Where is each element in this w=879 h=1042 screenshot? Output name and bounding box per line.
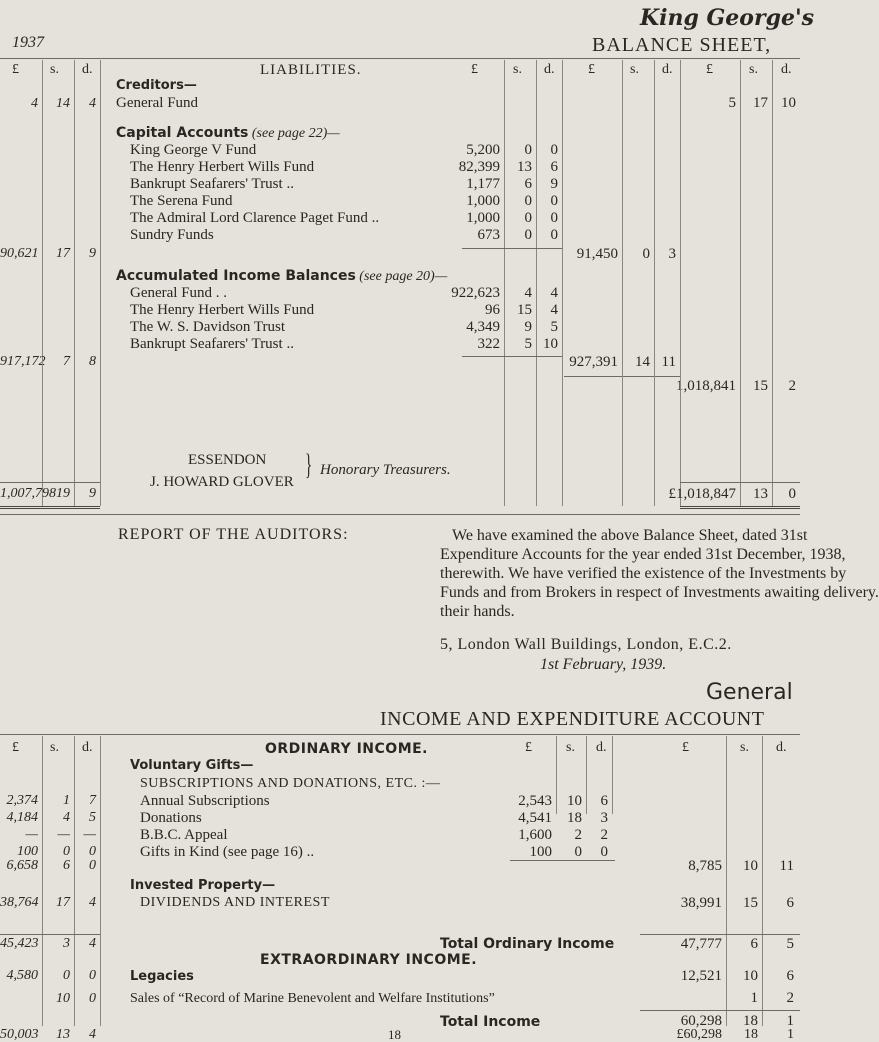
- income-prev-pounds: 4,184: [6, 810, 38, 825]
- div-prev-d: 4: [89, 895, 96, 910]
- income-item-shillings: 0: [574, 844, 582, 860]
- sales-d: 2: [786, 990, 794, 1006]
- accum-item-shillings: 15: [517, 302, 532, 318]
- general-fund-label: General Fund: [116, 95, 199, 111]
- cap-prev-s: 17: [56, 246, 70, 261]
- vol-prev-l: 6,658: [6, 858, 38, 873]
- auditors-line: We have examined the above Balance Sheet, dated 31st: [452, 527, 808, 544]
- capital-item-label: King George V Fund: [130, 142, 257, 158]
- income-item-shillings: 10: [567, 793, 582, 809]
- subs-heading: SUBSCRIPTIONS AND DONATIONS, ETC. :—: [140, 776, 441, 791]
- inc-col-shilling-1: s.: [566, 740, 575, 755]
- auditors-date: 1st February, 1939.: [540, 656, 667, 673]
- auditors-line: therewith. We have verified the existence of the Investments by: [440, 565, 847, 582]
- income-heading: INCOME AND EXPENDITURE ACCOUNT: [380, 708, 765, 730]
- accum-rule: [462, 356, 562, 357]
- vrule: [772, 360, 773, 506]
- vrule: [74, 360, 75, 506]
- capital-item-shillings: 0: [524, 227, 532, 243]
- accum-item-shillings: 4: [524, 285, 532, 301]
- liabilities-heading: LIABILITIES.: [260, 62, 362, 78]
- title-line2: BALANCE SHEET,: [592, 34, 772, 56]
- income-item-pence: 3: [600, 810, 608, 826]
- acc-sub-l: 927,391: [569, 354, 618, 370]
- capital-item-pence: 0: [550, 193, 558, 209]
- capital-heading: Capital Accounts: [116, 125, 249, 141]
- auditors-line: Expenditure Accounts for the year ended 31st December, 1938,: [440, 546, 846, 563]
- grand-total-s: 13: [753, 486, 768, 502]
- tot-ord-l: 47,777: [680, 936, 722, 952]
- income-prev-shillings: 1: [63, 793, 70, 808]
- accum-note: (see page 20)—: [359, 269, 448, 284]
- capital-item-pence: 0: [550, 142, 558, 158]
- div-total-l: 38,991: [680, 895, 722, 911]
- capital-item-label: The Admiral Lord Clarence Paget Fund ..: [130, 210, 380, 226]
- inc-grand-prev-s: 13: [56, 1027, 70, 1042]
- accum-item-shillings: 5: [524, 336, 532, 352]
- vrule: [612, 736, 613, 814]
- income-item-pounds: 1,600: [518, 827, 552, 843]
- capital-item-shillings: 0: [524, 210, 532, 226]
- signatory-brace: }: [305, 448, 313, 481]
- inc-col-shilling-2: s.: [740, 740, 749, 755]
- gf-total-s: 17: [753, 95, 768, 111]
- income-prev-pounds: 2,374: [6, 793, 38, 808]
- div-prev-l: 38,764: [0, 895, 39, 910]
- accum-heading: Accumulated Income Balances: [116, 268, 356, 284]
- income-item-pence: 2: [600, 827, 608, 843]
- inc-grand-d: 1: [787, 1027, 794, 1042]
- vrule: [622, 60, 623, 360]
- sales-prev-d: 0: [89, 991, 96, 1006]
- capital-item-pence: 6: [550, 159, 558, 175]
- div-total-d: 6: [786, 895, 794, 911]
- accum-item-pounds: 4,349: [466, 319, 500, 335]
- leg-l: 12,521: [680, 968, 722, 984]
- accum-item-label: The W. S. Davidson Trust: [130, 319, 286, 335]
- cap-prev-d: 9: [89, 246, 96, 261]
- total-ordinary-label: Total Ordinary Income: [440, 936, 615, 952]
- capital-item-shillings: 6: [524, 176, 532, 192]
- signatory-2: J. HOWARD GLOVER: [150, 474, 294, 490]
- capital-item-pounds: 1,177: [466, 176, 500, 192]
- capital-item-pounds: 1,000: [466, 210, 500, 226]
- capital-item-shillings: 0: [524, 142, 532, 158]
- grand-total-d: 0: [788, 486, 796, 502]
- header-rule: [0, 58, 800, 59]
- vrule: [654, 60, 655, 360]
- vrule: [622, 360, 623, 506]
- general-heading: General: [706, 680, 793, 705]
- income-item-shillings: 18: [567, 810, 582, 826]
- total-income-rule: [640, 1010, 800, 1011]
- grand-prev-rule: [0, 482, 100, 483]
- sales-label: Sales of “Record of Marine Benevolent and Welfare Institutions”: [130, 991, 495, 1006]
- signatory-1: ESSENDON: [188, 452, 267, 468]
- accum-item-label: Bankrupt Seafarers' Trust ..: [130, 336, 294, 352]
- inc-col-pound-1: £: [525, 740, 532, 755]
- accum-item-pence: 4: [550, 285, 558, 301]
- grand-rule: [680, 482, 800, 483]
- gf-prev-d: 4: [89, 96, 96, 111]
- income-item-pounds: 4,541: [518, 810, 552, 826]
- extraordinary-heading: EXTRAORDINARY INCOME.: [260, 952, 478, 968]
- tot-inc-l: 60,298: [680, 1013, 722, 1029]
- income-item-pence: 0: [600, 844, 608, 860]
- vrule: [100, 736, 101, 1026]
- dividends-label: DIVIDENDS AND INTEREST: [140, 895, 330, 910]
- cap-total-s: 0: [642, 246, 650, 262]
- inc-col-pence-1: d.: [596, 740, 607, 755]
- grand-prev-double-rule: [0, 506, 100, 509]
- vrule: [100, 60, 101, 360]
- vrule: [562, 360, 563, 506]
- vrule: [562, 60, 563, 360]
- acc-prev-d: 8: [89, 354, 96, 369]
- inc-grand-s: 18: [744, 1027, 758, 1042]
- income-prev-pence: —: [83, 827, 96, 842]
- tot-ord-prev-rule: [0, 934, 100, 935]
- tot-ord-d: 5: [786, 936, 794, 952]
- leg-d: 6: [786, 968, 794, 984]
- vrule: [42, 360, 43, 506]
- income-item-pence: 6: [600, 793, 608, 809]
- inc-col-pence-2: d.: [776, 740, 787, 755]
- auditors-line: their hands.: [440, 603, 515, 620]
- signatory-role: Honorary Treasurers.: [320, 462, 451, 478]
- inc-col-pound-prev: £: [12, 740, 19, 755]
- leg-prev-l: 4,580: [6, 968, 38, 983]
- vrule: [100, 360, 101, 506]
- inc-grand-prev-d: 4: [89, 1027, 96, 1042]
- col-pence-prev: d.: [82, 62, 93, 77]
- income-item-pounds: 2,543: [518, 793, 552, 809]
- title-line1: King George's: [640, 5, 815, 31]
- col-shilling-3: s.: [749, 62, 758, 77]
- auditors-heading: REPORT OF THE AUDITORS:: [118, 526, 349, 543]
- inc-grand-prev-l: 50,003: [0, 1027, 39, 1042]
- grand-prev-s: 19: [56, 486, 70, 501]
- col-pence-2: d.: [662, 62, 673, 77]
- income-prev-shillings: 0: [63, 844, 70, 859]
- vol-total-l: 8,785: [688, 858, 722, 874]
- vol-total-s: 10: [743, 858, 758, 874]
- capital-item-shillings: 13: [517, 159, 532, 175]
- income-prev-pence: 7: [89, 793, 96, 808]
- cap-total-l: 91,450: [576, 246, 618, 262]
- gf-prev-s: 14: [56, 96, 70, 111]
- income-prev-pounds: 100: [17, 844, 38, 859]
- total-income-label: Total Income: [440, 1014, 541, 1030]
- vrule: [680, 360, 681, 506]
- ordinary-heading: ORDINARY INCOME.: [265, 741, 429, 757]
- capital-item-pounds: 1,000: [466, 193, 500, 209]
- income-prev-pence: 0: [89, 844, 96, 859]
- acc-total-d: 2: [788, 378, 796, 394]
- accum-item-pounds: 922,623: [451, 285, 500, 301]
- accum-item-label: The Henry Herbert Wills Fund: [130, 302, 315, 318]
- capital-item-label: Sundry Funds: [130, 227, 214, 243]
- col-pence-3: d.: [781, 62, 792, 77]
- capital-item-label: Bankrupt Seafarers' Trust ..: [130, 176, 294, 192]
- income-item-pounds: 100: [529, 844, 552, 860]
- inc-grand-l: £60,298: [676, 1027, 722, 1042]
- vrule: [504, 360, 505, 506]
- income-item-label: B.B.C. Appeal: [140, 827, 228, 843]
- creditors-label: Creditors—: [116, 78, 197, 93]
- legacies-label: Legacies: [130, 969, 194, 984]
- accum-item-pounds: 96: [485, 302, 500, 318]
- income-item-label: Annual Subscriptions: [140, 793, 270, 809]
- income-item-label: Gifts in Kind (see page 16) ..: [140, 844, 315, 860]
- cap-total-d: 3: [668, 246, 676, 262]
- leg-prev-d: 0: [89, 968, 96, 983]
- tot-ord-prev-s: 3: [63, 936, 70, 951]
- acc-total-s: 15: [753, 378, 768, 394]
- acc-sub-d: 11: [661, 354, 676, 370]
- col-pound-2: £: [588, 62, 595, 77]
- grand-prev-d: 9: [89, 486, 96, 501]
- income-prev-shillings: 4: [63, 810, 70, 825]
- vrule: [536, 360, 537, 506]
- tot-ord-s: 6: [750, 936, 758, 952]
- acc-total-l: 1,018,841: [676, 378, 736, 394]
- tot-ord-prev-l: 45,423: [0, 936, 39, 951]
- accum-item-pence: 4: [550, 302, 558, 318]
- tot-ord-prev-d: 4: [89, 936, 96, 951]
- col-shilling-1: s.: [513, 62, 522, 77]
- capital-item-pence: 0: [550, 227, 558, 243]
- voluntary-heading: Voluntary Gifts—: [130, 758, 254, 773]
- gf-prev-l: 4: [31, 96, 38, 111]
- sales-prev-s: 10: [56, 991, 70, 1006]
- invested-heading: Invested Property—: [130, 878, 276, 893]
- div-prev-s: 17: [56, 895, 70, 910]
- tot-ord-rule: [640, 934, 800, 935]
- capital-item-label: The Henry Herbert Wills Fund: [130, 159, 315, 175]
- capital-item-pounds: 5,200: [466, 142, 500, 158]
- capital-item-label: The Serena Fund: [130, 193, 233, 209]
- col-pound-prev: £: [12, 62, 19, 77]
- accum-item-shillings: 9: [524, 319, 532, 335]
- acc-prev-s: 7: [63, 354, 70, 369]
- inc-col-pound-2: £: [682, 740, 689, 755]
- div-total-s: 15: [743, 895, 758, 911]
- cap-prev-l: 90,621: [0, 246, 39, 261]
- capital-item-pounds: 673: [477, 227, 500, 243]
- leg-prev-s: 0: [63, 968, 70, 983]
- accum-item-label: General Fund . .: [130, 285, 228, 301]
- capital-note: (see page 22)—: [251, 126, 340, 141]
- sales-s: 1: [750, 990, 758, 1006]
- capital-item-pence: 9: [550, 176, 558, 192]
- accum-item-pence: 5: [550, 319, 558, 335]
- capital-rule: [462, 248, 562, 249]
- vol-prev-d: 0: [89, 858, 96, 873]
- income-top-rule: [0, 734, 800, 735]
- tot-inc-s: 18: [743, 1013, 758, 1029]
- acc-sub-s: 14: [635, 354, 650, 370]
- year-label: 1937: [12, 34, 44, 51]
- vrule: [654, 360, 655, 506]
- acc-prev-l: 917,172: [0, 354, 46, 369]
- grand-total-l: £1,018,847: [668, 486, 736, 502]
- accum-item-pounds: 322: [477, 336, 500, 352]
- income-prev-pence: 5: [89, 810, 96, 825]
- grand-prev-l: 1,007,798: [0, 486, 56, 501]
- inc-col-pence-prev: d.: [82, 740, 93, 755]
- col-pence-1: d.: [544, 62, 555, 77]
- income-item-shillings: 2: [574, 827, 582, 843]
- gf-total-l: 5: [728, 95, 736, 111]
- income-prev-pounds: —: [25, 827, 38, 842]
- page-number: 18: [388, 1027, 401, 1042]
- income-prev-shillings: —: [57, 827, 70, 842]
- auditors-line: Funds and from Brokers in respect of Investments awaiting delivery.: [440, 584, 879, 601]
- leg-s: 10: [743, 968, 758, 984]
- vol-total-d: 11: [779, 858, 794, 874]
- accum-item-pence: 10: [543, 336, 558, 352]
- gf-total-d: 10: [781, 95, 796, 111]
- col-pound-1: £: [471, 62, 478, 77]
- vrule: [740, 360, 741, 506]
- auditors-address: 5, London Wall Buildings, London, E.C.2.: [440, 636, 732, 653]
- voluntary-rule: [510, 860, 615, 861]
- col-shilling-prev: s.: [50, 62, 59, 77]
- col-shilling-2: s.: [630, 62, 639, 77]
- section-rule: [0, 514, 800, 515]
- tot-inc-d: 1: [786, 1013, 794, 1029]
- capital-item-pounds: 82,399: [458, 159, 500, 175]
- grand-double-rule: [680, 506, 800, 509]
- vol-prev-s: 6: [63, 858, 70, 873]
- col-pound-3: £: [706, 62, 713, 77]
- income-item-label: Donations: [140, 810, 202, 826]
- capital-item-shillings: 0: [524, 193, 532, 209]
- capital-item-pence: 0: [550, 210, 558, 226]
- inc-col-shilling-prev: s.: [50, 740, 59, 755]
